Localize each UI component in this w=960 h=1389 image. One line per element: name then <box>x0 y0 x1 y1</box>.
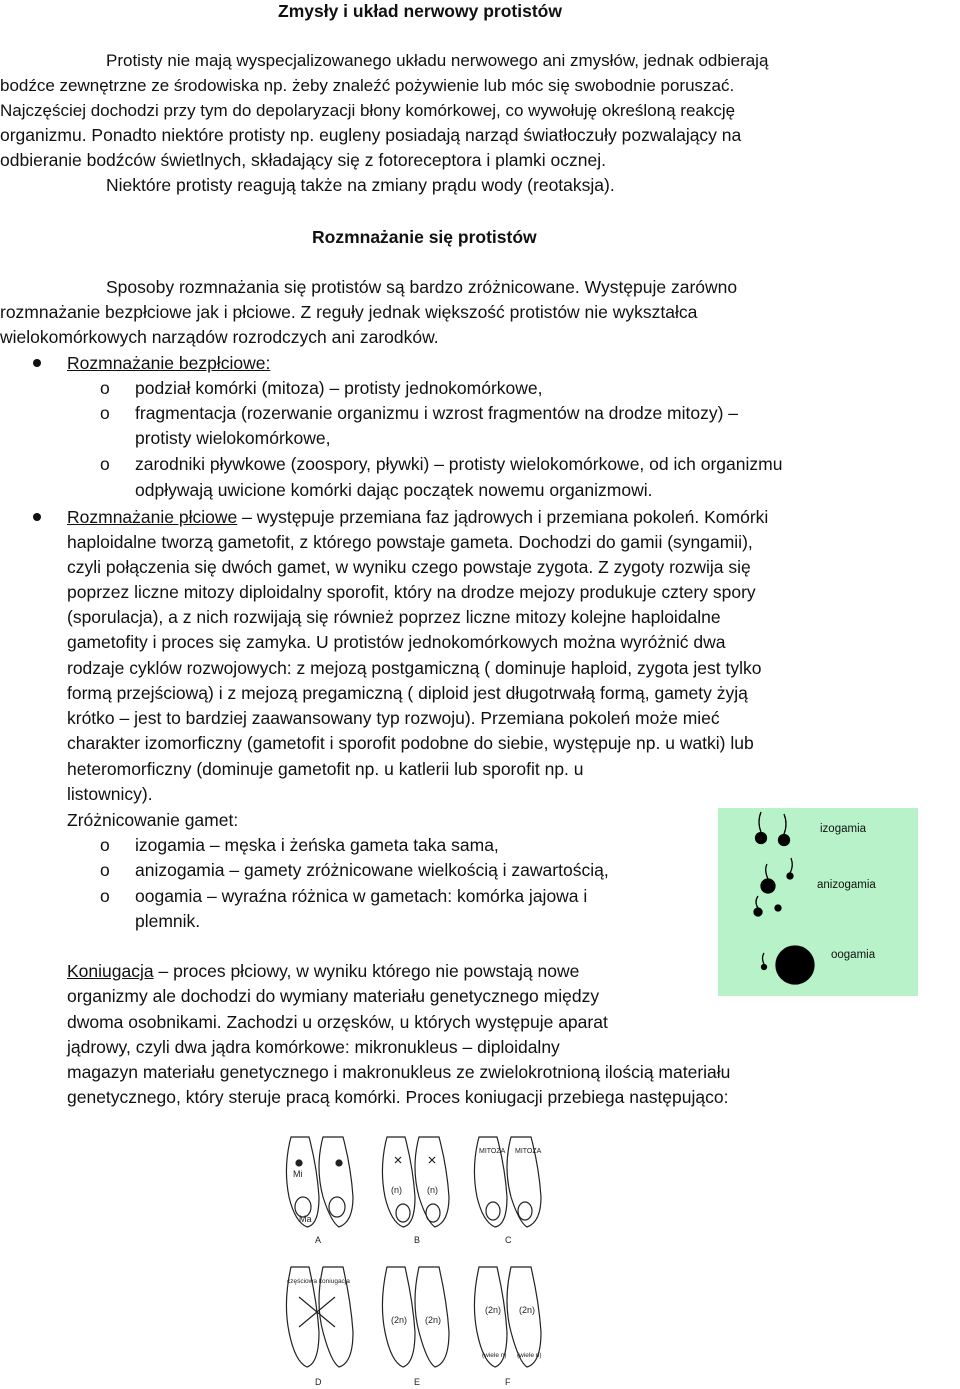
gamete-icon <box>761 879 775 893</box>
plciowe-line-7: rodzaje cyklów rozwojowych: z mejozą postgamiczną ( dominuje haploid, zygota jest tylko <box>67 658 762 678</box>
label-d: D <box>315 1377 322 1387</box>
plciowe-line-11: heteromorficzny (dominuje gametofit np. u katlerii lub sporofit np. u <box>67 759 584 779</box>
stage-a <box>286 1137 353 1245</box>
bezplciowe-item-3a: zarodniki pływkowe (zoospory, pływki) – protisty wielokomórkowe, od ich organizmu <box>135 454 783 474</box>
sub-bullet: o <box>100 860 110 880</box>
label-oogamia: oogamia <box>831 949 876 961</box>
plciowe-line-9: krótko – jest to bardziej zaawansowany typ rozwoju). Przemiana pokoleń może mieć <box>67 708 720 728</box>
intro-line-1: Protisty nie mają wyspecjalizowanego układu nerwowego ani zmysłów, jednak odbierają <box>106 51 769 70</box>
plciowe-heading: Rozmnażanie płciowe <box>67 507 238 527</box>
stage-f <box>474 1267 541 1387</box>
sperm-icon <box>762 965 767 970</box>
label-wiele-n: (wiele n) <box>482 1352 507 1359</box>
sub-bullet: o <box>100 454 110 474</box>
sub-bullet: o <box>100 835 110 855</box>
label-2n: (2n) <box>519 1305 536 1315</box>
plciowe-line-3: czyli połączenia się dwóch gamet, w wyniku czego powstaje zygota. Z zygoty rozwija się <box>67 557 751 577</box>
flagellum-icon <box>790 858 792 873</box>
plciowe-line-8: formą przejściową) i z mejozą pregamiczną ( diploid jest długotrwałą formą, gamety żyją <box>67 683 748 703</box>
bezplciowe-heading: Rozmnażanie bezpłciowe: <box>67 353 271 373</box>
page-title: Zmysły i układ nerwowy protistów <box>278 1 562 21</box>
label-b: B <box>414 1235 421 1245</box>
gamete-icon <box>779 835 790 846</box>
flagellum-icon <box>759 812 761 832</box>
stage-b <box>382 1137 449 1245</box>
plciowe-line-5: (sporulacja), a z nich rozwijają się również poprzez liczne mitozy kolejne haploidalne <box>67 607 721 627</box>
label-wiele-n: (wiele n) <box>517 1352 542 1359</box>
s2-line-2: rozmnażanie bezpłciowe jak i płciowe. Z reguły jednak większość protistów nie wykształca <box>0 302 698 322</box>
flagellum-icon <box>763 953 765 964</box>
label-n: (n) <box>391 1185 402 1195</box>
gamety-figure <box>718 808 918 996</box>
koniugacja-line-5: magazyn materiału genetycznego i makronukleus ze zwielokrotnioną ilością materiału <box>67 1062 731 1082</box>
bezplciowe-item-3b: odpływają uwicione komórki dając początek nowemu organizmowi. <box>135 480 653 500</box>
flagellum-icon <box>784 814 786 834</box>
bullet-dot <box>33 359 41 367</box>
intro-line-3: Najczęściej dochodzi przy tym do depolaryzacji błony komórkowej, co wywołuję określoną reakcję <box>0 101 736 120</box>
label-2n: (2n) <box>391 1315 408 1325</box>
label-e: E <box>414 1377 421 1387</box>
intro-line-5: odbieranie bodźców świetlnych, składający się z fotoreceptora i plamki ocznej. <box>0 150 606 170</box>
zroznicowanie-heading: Zróżnicowanie gamet: <box>67 810 239 830</box>
stage-d <box>286 1267 353 1387</box>
sub-bullet: o <box>100 886 110 906</box>
bezplciowe-item-2a: fragmentacja (rozerwanie organizmu i wzrost fragmentów na drodze mitozy) – <box>135 403 739 423</box>
label-mi: Mi <box>293 1169 303 1179</box>
gamety-item-3b: plemnik. <box>135 911 201 931</box>
gamete-icon <box>756 833 767 844</box>
gamety-item-3a: oogamia – wyraźna różnica w gametach: komórka jajowa i <box>135 886 588 906</box>
label-2n: (2n) <box>485 1305 502 1315</box>
koniugacja-term: Koniugacja <box>67 961 154 981</box>
label-2n: (2n) <box>425 1315 442 1325</box>
gamety-item-2: anizogamia – gamety zróżnicowane wielkością i zawartością, <box>135 860 609 880</box>
koniugacja-line-3: dwoma osobnikami. Zachodzi u orzęsków, u których występuje aparat <box>67 1012 608 1032</box>
s2-line-1: Sposoby rozmnażania się protistów są bardzo zróżnicowane. Występuje zarówno <box>106 277 738 297</box>
plciowe-line-1-rest: – występuje przemiana faz jądrowych i przemiana pokoleń. Komórki <box>237 507 769 527</box>
label-anizogamia: anizogamia <box>817 879 876 891</box>
label-ma: Ma <box>299 1214 312 1224</box>
gamety-illustration <box>718 808 918 996</box>
plciowe-line-2: haploidalne tworzą gametofit, z którego powstaje gameta. Dochodzi do gamii (syngamii), <box>67 532 753 552</box>
intro-line-4: organizmu. Ponadto niektóre protisty np. eugleny posiadają narząd światłoczuły pozwalający na <box>0 125 742 145</box>
label-mitoza: MITOZA <box>479 1148 506 1155</box>
s2-line-3: wielokomórkowych narządów rozrodczych ani zarodków. <box>0 327 439 347</box>
gamete-icon <box>775 905 781 911</box>
egg-cell-icon <box>776 946 814 984</box>
intro-line-2: bodźce zewnętrzne ze środowiska np. żeby znaleźć pożywienie lub móc się swobodnie poruszać. <box>0 76 735 95</box>
section-title-rozmnazanie: Rozmnażanie się protistów <box>312 227 537 247</box>
gamete-icon <box>787 873 793 879</box>
koniugacja-line-6: genetycznego, który steruje pracą komórki. Proces koniugacji przebiega następująco: <box>67 1087 729 1107</box>
flagellum-icon <box>766 864 768 879</box>
koniugacja-figure <box>279 1127 579 1389</box>
plciowe-line-12: listownicy). <box>67 784 153 804</box>
sub-bullet: o <box>100 403 110 423</box>
flagellum-icon <box>756 896 758 908</box>
label-mitoza: MITOZA <box>515 1148 542 1155</box>
stage-e <box>382 1267 449 1387</box>
bullet-dot <box>33 513 41 521</box>
sub-bullet: o <box>100 378 110 398</box>
plciowe-line-4: poprzez liczne mitozy diploidalny sporofit, który na drodze mejozy produkuje cztery spory <box>67 582 756 602</box>
koniugacja-illustration <box>279 1127 579 1389</box>
label-f: F <box>505 1377 511 1387</box>
label-a: A <box>315 1235 322 1245</box>
bezplciowe-item-2b: protisty wielokomórkowe, <box>135 428 331 448</box>
plciowe-line-10: charakter izomorficzny (gametofit i sporofit podobne do siebie, występuje np. u watki) lub <box>67 733 754 753</box>
plciowe-line-1 <box>67 505 768 530</box>
gamety-item-1: izogamia – męska i żeńska gameta taka sama, <box>135 835 499 855</box>
koniugacja-line-4: jądrowy, czyli dwa jądra komórkowe: mikronukleus – diploidalny <box>67 1037 560 1057</box>
koniugacja-line-1-rest: – proces płciowy, w wyniku którego nie powstają nowe <box>153 961 580 981</box>
bezplciowe-item-1: podział komórki (mitoza) – protisty jednokomórkowe, <box>135 378 543 398</box>
label-n: (n) <box>427 1185 438 1195</box>
koniugacja-line-2: organizmy ale dochodzi do wymiany materiału genetycznego między <box>67 986 600 1006</box>
intro-line-6: Niektóre protisty reagują także na zmiany prądu wody (reotaksja). <box>106 175 615 195</box>
label-c: C <box>505 1235 512 1245</box>
gamete-icon <box>754 908 762 916</box>
label-czesciowa: częściowa koniugacja <box>287 1278 350 1285</box>
koniugacja-line-1 <box>67 959 579 984</box>
label-izogamia: izogamia <box>820 823 867 835</box>
stage-c <box>474 1137 541 1245</box>
plciowe-line-6: gametofity i proces się zamyka. U protistów jednokomórkowych można wyróżnić dwa <box>67 632 726 652</box>
